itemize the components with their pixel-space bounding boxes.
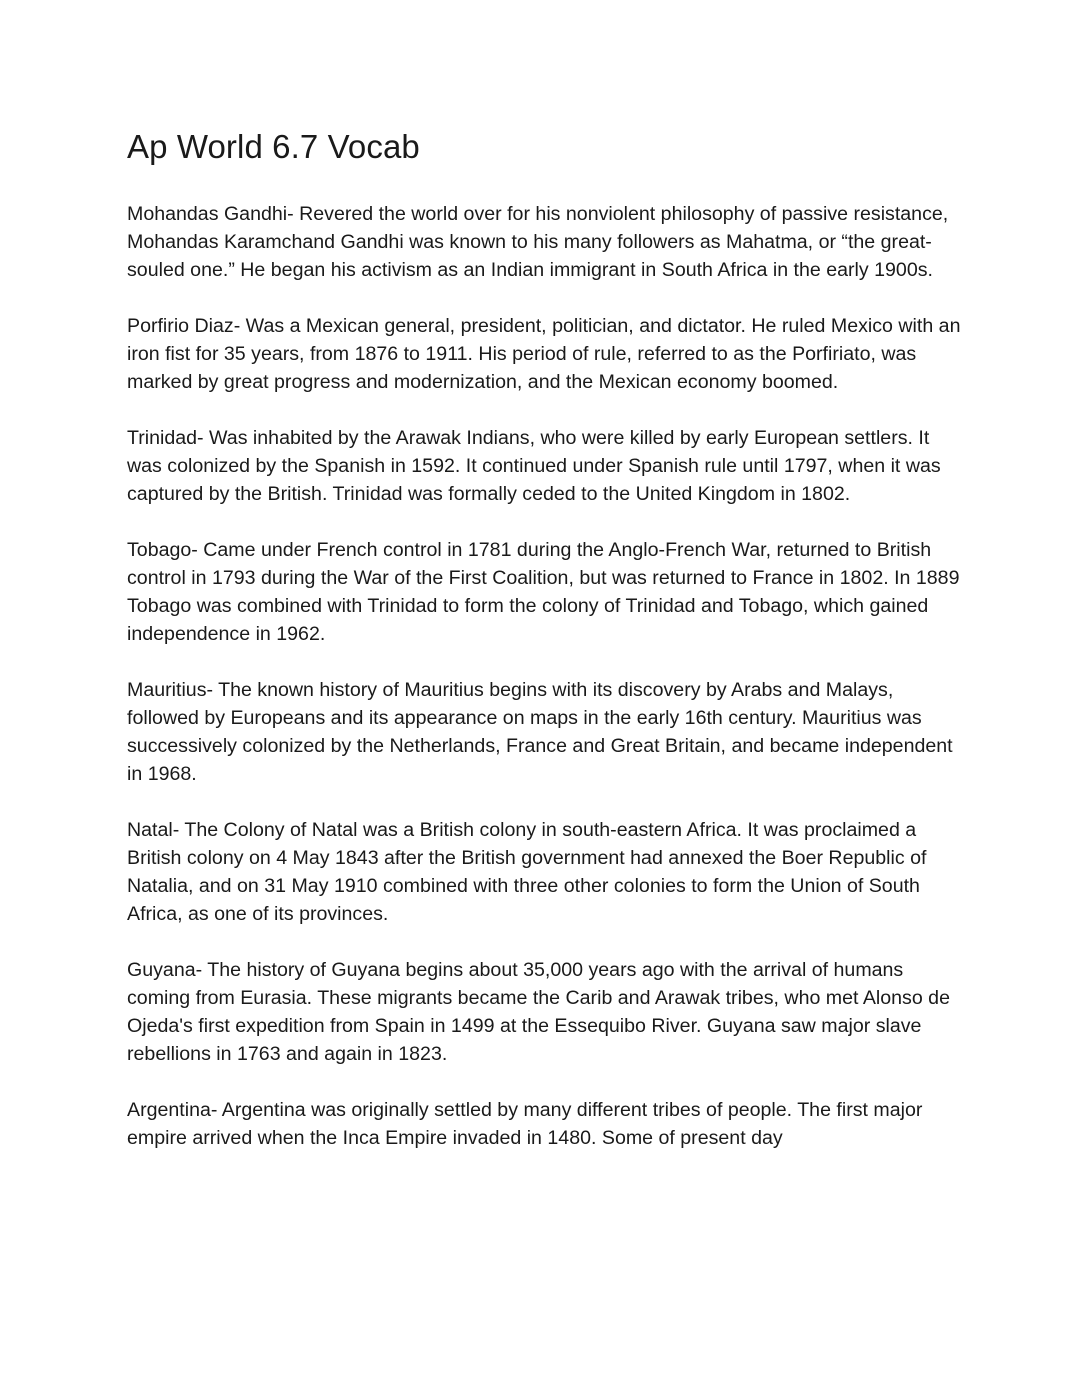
vocab-entry-mauritius: Mauritius- The known history of Mauritius begins with its discovery by Arabs and Malays, followed by Europeans and its appearance on maps in the early 16th century. Mauritius was successively colonized by the Netherlands, France and Great Britain, and became independent in 1968. <box>127 679 953 785</box>
document-title: Ap World 6.7 Vocab <box>127 128 420 165</box>
vocab-entry-guyana: Guyana- The history of Guyana begins about 35,000 years ago with the arrival of humans coming from Eurasia. These migrants became the Carib and Arawak tribes, who met Alonso de Ojeda's first expedition from Spain in 1499 at the Essequibo River. Guyana saw major slave rebellions in 1763 and again in 1823. <box>127 959 950 1065</box>
vocab-entry-argentina: Argentina- Argentina was originally settled by many different tribes of people. The first major empire arrived when the Inca Empire invaded in 1480. Some of present day <box>127 1099 923 1149</box>
document-page <box>127 124 967 1180</box>
vocab-entry-natal: Natal- The Colony of Natal was a British colony in south-eastern Africa. It was proclaimed a British colony on 4 May 1843 after the British government had annexed the Boer Republic of Natalia, and on 31 May 1910 combined with three other colonies to form the Union of South Africa, as one of its provinces. <box>127 819 927 925</box>
vocab-entry-trinidad: Trinidad- Was inhabited by the Arawak Indians, who were killed by early European settlers. It was colonized by the Spanish in 1592. It continued under Spanish rule until 1797, when it was captured by the British. Trinidad was formally ceded to the United Kingdom in 1802. <box>127 427 941 505</box>
vocab-entry-diaz: Porfirio Diaz- Was a Mexican general, president, politician, and dictator. He ruled Mexico with an iron fist for 35 years, from 1876 to 1911. His period of rule, referred to as the Porfiriato, was marked by great progress and modernization, and the Mexican economy boomed. <box>127 315 961 393</box>
vocab-entry-tobago: Tobago- Came under French control in 1781 during the Anglo-French War, returned to British control in 1793 during the War of the First Coalition, but was returned to France in 1802. In 1889 Tobago was combined with Trinidad to form the colony of Trinidad and Tobago, which gained independence in 1962. <box>127 539 960 645</box>
vocab-entry-gandhi: Mohandas Gandhi- Revered the world over for his nonviolent philosophy of passive resistance, Mohandas Karamchand Gandhi was known to his many followers as Mahatma, or “the great-souled one.” He began his activism as an Indian immigrant in South Africa in the early 1900s. <box>127 203 949 281</box>
